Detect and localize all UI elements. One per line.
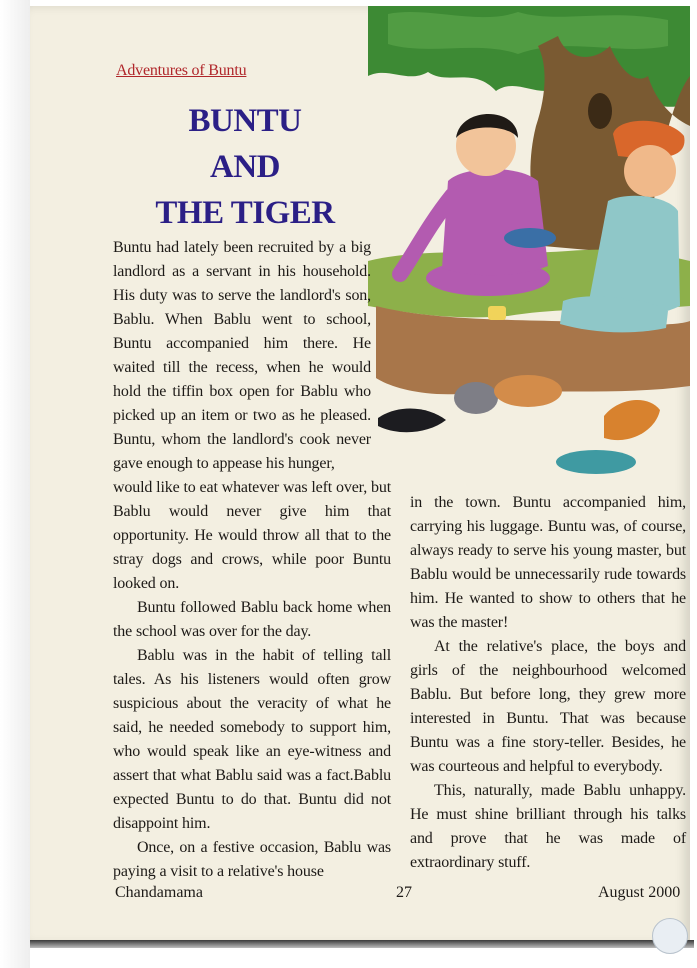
book-binding [0, 0, 30, 968]
right-column-paragraph-2: At the relative's place, the boys and girls of the neighbourhood welcomed Bablu. But before long, they grew more interested in Buntu. That was because Buntu was a fine story-teller. Besides, he was courteous and helpful to everybody. [410, 638, 686, 775]
mouse [454, 382, 498, 414]
title-line-2: AND [210, 149, 280, 185]
bowl [504, 228, 556, 248]
boy-purple-body [442, 169, 548, 275]
squirrel [604, 400, 660, 440]
left-column-paragraph-1: would like to eat whatever was left over, but Bablu would never give him that opportunity. He would throw all that to the stray dogs and crows, while poor Buntu looked on. [113, 479, 391, 592]
fawn [494, 375, 562, 407]
trunk-knot [588, 93, 612, 129]
right-column [410, 491, 686, 875]
left-column-paragraph-3: Bablu was in the habit of telling tall tales. As his listeners would often grow suspicious about the veracity of what he said, he needed somebody to support him, who would speak like an eye-witness and assert that what Bablu said was a fact.Bablu expected Buntu to do that. Buntu did not disappoint him. [113, 647, 391, 832]
left-column-paragraph-4: Once, on a festive occasion, Bablu was paying a visit to a relative's house [113, 839, 391, 880]
series-label: Adventures of Buntu [116, 62, 247, 79]
footer-magazine-name: Chandamama [115, 884, 203, 901]
scanner-stamp-icon [652, 918, 688, 954]
left-column-paragraph-2: Buntu followed Bablu back home when the school was over for the day. [113, 599, 391, 640]
story-illustration-icon [368, 6, 690, 486]
left-column [113, 236, 391, 884]
cup [488, 306, 506, 320]
tree-foliage-highlight [388, 12, 668, 54]
footer-page-number: 27 [396, 884, 412, 901]
right-column-paragraph-3: This, naturally, made Bablu unhappy. He must shine brilliant through his talks and prove that he was made of extraordinary stuff. [410, 782, 686, 871]
footer-issue-date: August 2000 [598, 884, 681, 901]
right-column-paragraph-1: in the town. Buntu accompanied him, carrying his luggage. Buntu was, of course, always ready to serve his young master, but Bablu would be unnecessarily rude towards him. He wanted to show to others that he was the master! [410, 494, 686, 631]
left-column-top-paragraph: Buntu had lately been recruited by a big landlord as a servant in his household. His duty was to serve the landlord's son, Bablu. When Bablu went to school, Buntu accompanied him there. He waited till the recess, when he would hold the tiffin box open for Bablu who picked up an item or two as he pleased. Buntu, whom the landlord's cook never gave enough to appease his hunger, [113, 239, 371, 472]
title-line-3: THE TIGER [155, 195, 335, 231]
page-edge-shadow [30, 940, 694, 948]
title-line-1: BUNTU [188, 103, 302, 139]
story-title [150, 98, 340, 236]
boy-teal-head [624, 145, 676, 197]
water-puddle [556, 450, 636, 474]
